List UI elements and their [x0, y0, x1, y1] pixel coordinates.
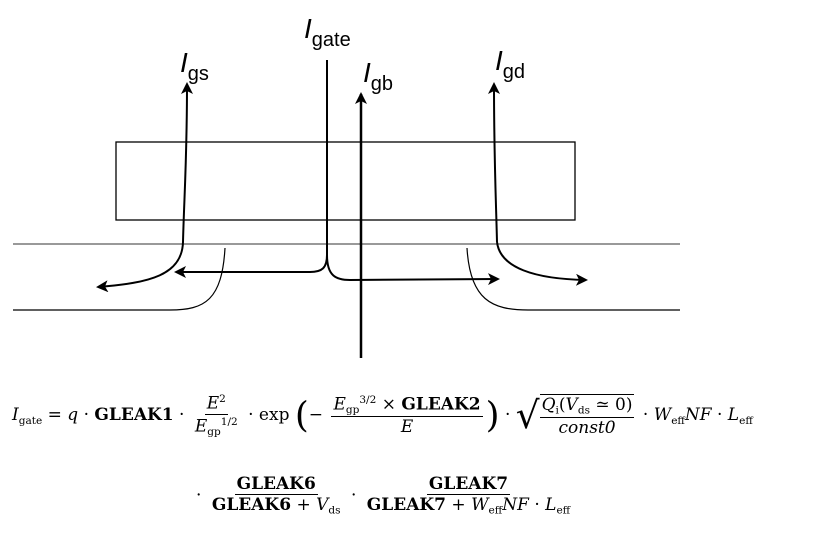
igd-arrow-up	[494, 84, 497, 242]
igs-arrow-up	[183, 84, 187, 242]
fraction-e2-over-egp: $\frac{E^2}{E_{gp}^{1/2}}$	[194, 393, 238, 438]
fraction-gleak6: $\frac{\text{GLEAK6}}{GLEAK6 + V_{ds}}$	[211, 474, 341, 517]
equation-line-1: $I_{gate} = q$ · GLEAK1 · $\frac{E^2}{E_{gp}^{1/2}}$ · exp (− $\frac{E_{gp}^{3/2} \times GLEAK2}{E}$ ) · √ $\frac{Q_i(V_{ds} ≃ 0)}{\text{const0}}$ · $W_{eff}NF \cdot L_{eff}$	[12, 392, 753, 439]
igb-label: Igb	[363, 57, 394, 95]
equation-line-2: · $\frac{\text{GLEAK6}}{GLEAK6 + V_{ds}}$ · $\frac{\text{GLEAK7}}{GLEAK7 + W_{eff}NF \cdot L_{eff}}$	[196, 474, 571, 517]
igate-split-right	[327, 255, 498, 280]
igs-arrow-left	[98, 242, 183, 287]
igate-split-left	[176, 255, 327, 272]
igd-arrow-right	[497, 242, 586, 280]
fraction-egp-gleak2: $\frac{E_{gp}^{3/2} \times GLEAK2}{E}$	[333, 393, 481, 438]
source-junction	[13, 248, 225, 310]
igs-label: Igs	[180, 47, 209, 85]
fraction-gleak7: $\frac{\text{GLEAK7}}{GLEAK7 + W_{eff}NF \cdot L_{eff}}$	[366, 474, 571, 517]
fraction-qi-const0: $\frac{Q_i(V_{ds} ≃ 0)}{\text{const0}}$	[541, 395, 633, 439]
igd-label: Igd	[495, 45, 526, 83]
igate-label: Igate	[304, 13, 351, 51]
